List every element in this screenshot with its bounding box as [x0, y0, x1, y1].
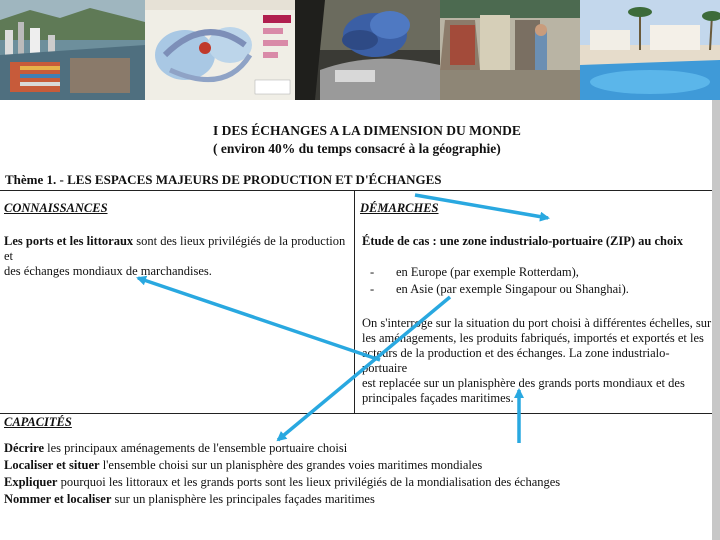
right-gray-strip: [712, 100, 720, 540]
port-city-photo: [0, 0, 145, 100]
capacite-item: Décrire les principaux aménagements de l'ensemble portuaire choisi: [4, 441, 348, 455]
capacites-list: [4, 440, 560, 508]
column-divider: [354, 190, 355, 414]
capacite-item: Localiser et situer l'ensemble choisi sur un planisphère des grandes voies maritimes mondiales: [4, 458, 483, 472]
capacites-heading: CAPACITÉS: [4, 415, 72, 429]
capacite-item: Nommer et localiser sur un planisphère les principales façades maritimes: [4, 492, 375, 506]
section-subtitle: ( environ 40% du temps consacré à la géographie): [213, 141, 501, 156]
etude-de-cas: Étude de cas : une zone industrialo-portuaire (ZIP) au choix: [362, 234, 683, 248]
connaissances-rest: sont des lieux privilégiés de la production et: [4, 234, 346, 263]
connaissances-bold: Les ports et les littoraux: [4, 234, 134, 248]
rule-top: [0, 190, 712, 191]
bullet-item: - en Asie (par exemple Singapour ou Shanghai).: [370, 282, 629, 296]
bullet-list: [370, 264, 629, 298]
resort-pool-photo: [580, 0, 720, 100]
connaissances-line2: des échanges mondiaux de marchandises.: [4, 264, 212, 278]
demarches-paragraph: On s'interroge sur la situation du port choisi à différentes échelles, sur les aménagements, les produits fabriqués, importés et exportés et les acteurs de la production et des échanges. La zone industrialo-portuaire est replacée sur un planisphère des grands ports mondiaux et des principales façades maritimes.: [362, 316, 712, 405]
program-document: [0, 100, 712, 540]
car-with-bags-photo: [295, 0, 440, 100]
shanty-camp-photo: [440, 0, 580, 100]
demarches-heading: DÉMARCHES: [360, 201, 439, 215]
theme-title: Thème 1. - LES ESPACES MAJEURS DE PRODUCTION ET D'ÉCHANGES: [5, 172, 442, 187]
capacite-item: Expliquer pourquoi les littoraux et les grands ports sont les lieux privilégiés de la mondialisation des échanges: [4, 475, 561, 489]
section-title: I DES ÉCHANGES A LA DIMENSION DU MONDE: [213, 123, 521, 138]
photo-strip: [0, 0, 720, 100]
bullet-item: - en Europe (par exemple Rotterdam),: [370, 265, 579, 279]
world-trade-map: [145, 0, 295, 100]
connaissances-text: [4, 234, 350, 279]
rule-middle: [0, 413, 712, 414]
connaissances-heading: CONNAISSANCES: [4, 201, 108, 215]
